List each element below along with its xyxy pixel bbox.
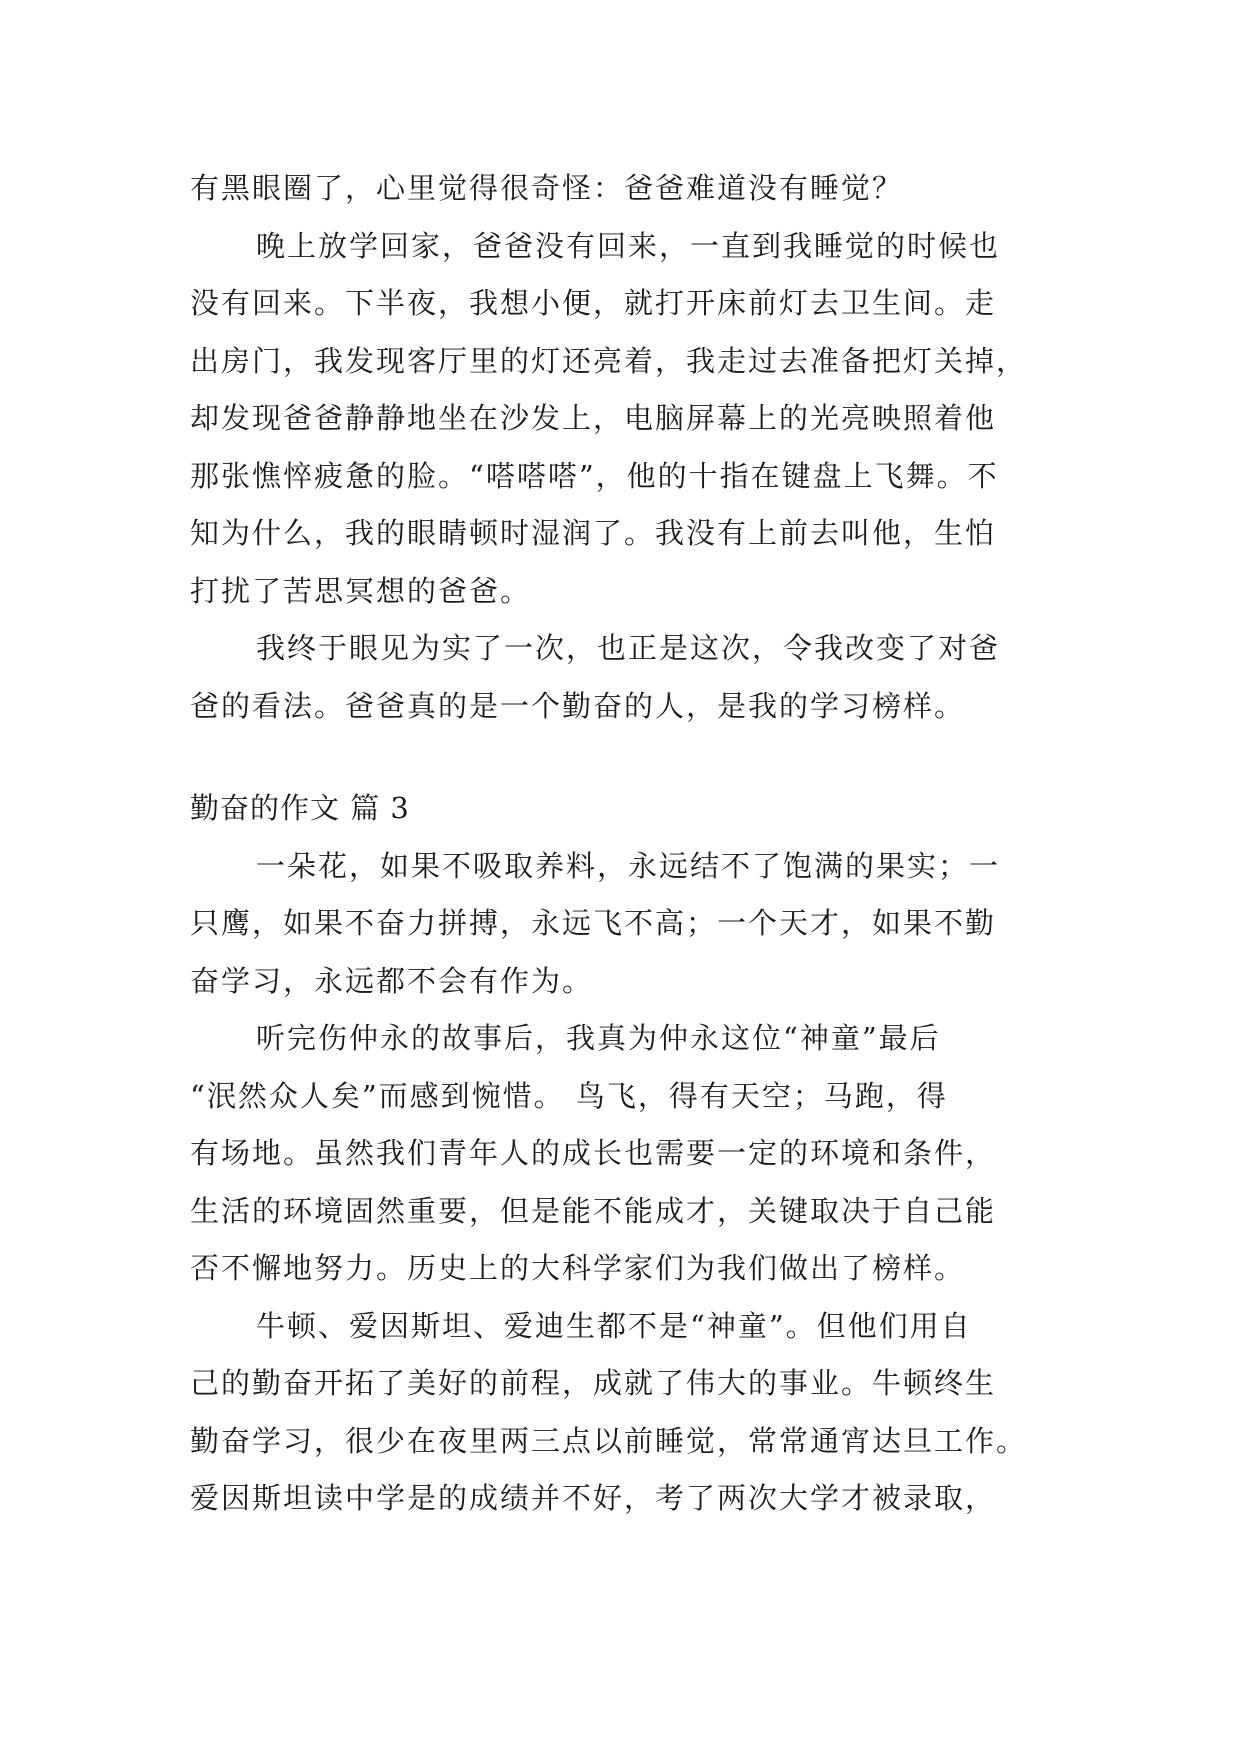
paragraph-line: 有场地。虽然我们青年人的成长也需要一定的环境和条件， xyxy=(190,1136,997,1170)
paragraph-line: 却发现爸爸静静地坐在沙发上，电脑屏幕上的光亮映照着他 xyxy=(190,401,997,435)
paragraph-line: 只鹰，如果不奋力拼搏，永远飞不高；一个天才，如果不勤 xyxy=(190,906,997,940)
paragraph-line: 有黑眼圈了，心里觉得很奇怪：爸爸难道没有睡觉？ xyxy=(190,171,904,205)
paragraph-line: 没有回来。下半夜，我想小便，就打开床前灯去卫生间。走 xyxy=(190,286,997,320)
paragraph-line: 爸的看法。爸爸真的是一个勤奋的人，是我的学习榜样。 xyxy=(190,688,966,723)
paragraph-line: 勤奋学习，很少在夜里两三点以前睡觉，常常通宵达旦工作。 xyxy=(190,1423,1028,1458)
paragraph-line: “泯然众人矣”而感到惋惜。 鸟飞，得有天空；马跑，得 xyxy=(190,1078,948,1113)
section-2 xyxy=(190,780,1050,1528)
document-body xyxy=(190,160,1050,1528)
paragraph-line: 奋学习，永远都不会有作为。 xyxy=(190,963,594,998)
paragraph-line: 出房门，我发现客厅里的灯还亮着，我走过去准备把灯关掉， xyxy=(190,343,1028,378)
paragraph-line: 那张憔悴疲惫的脸。“嗒嗒嗒”，他的十指在键盘上飞舞。不 xyxy=(190,458,999,493)
paragraph-line: 我终于眼见为实了一次，也正是这次，令我改变了对爸 xyxy=(256,631,1001,665)
paragraph-line: 一朵花，如果不吸取养料，永远结不了饱满的果实；一 xyxy=(256,848,1001,883)
section-gap xyxy=(190,735,1050,780)
paragraph-line: 听完伤仲永的故事后，我真为仲永这位“神童”最后 xyxy=(256,1021,941,1055)
paragraph-line: 知为什么，我的眼睛顿时湿润了。我没有上前去叫他，生怕 xyxy=(190,516,997,550)
paragraph-line: 己的勤奋开拓了美好的前程，成就了伟大的事业。牛顿终生 xyxy=(190,1366,997,1400)
paragraph-line: 打扰了苦思冥想的爸爸。 xyxy=(190,573,532,608)
paragraph-line: 生活的环境固然重要，但是能不能成才，关键取决于自己能 xyxy=(190,1193,997,1228)
section-1 xyxy=(190,160,1050,735)
paragraph-line: 牛顿、爱因斯坦、爱迪生都不是“神童”。但他们用自 xyxy=(256,1308,972,1343)
paragraph-line: 爱因斯坦读中学是的成绩并不好，考了两次大学才被录取， xyxy=(190,1481,997,1515)
paragraph-line: 否不懈地努力。历史上的大科学家们为我们做出了榜样。 xyxy=(190,1251,966,1285)
section-heading: 勤奋的作文 篇 3 xyxy=(190,791,410,825)
paragraph-line: 晚上放学回家，爸爸没有回来，一直到我睡觉的时候也 xyxy=(256,228,1001,263)
